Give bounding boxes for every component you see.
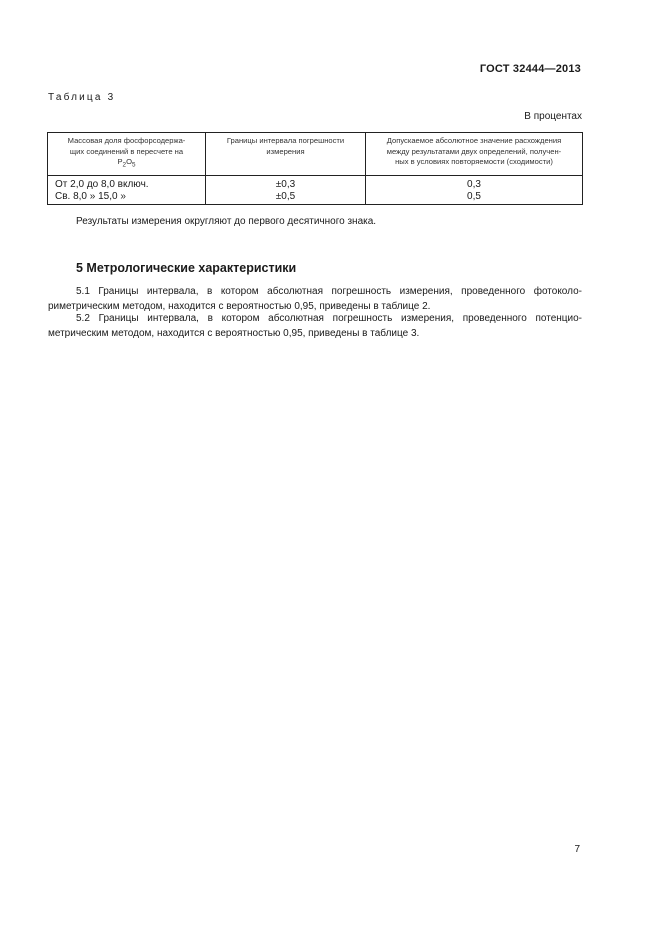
formula-p2o5: $P_2O_5$	[117, 157, 136, 169]
range-cell: От 2,0 до 8,0 включ. Св. 8,0 » 15,0 »	[48, 176, 206, 205]
discrepancy-cell: 0,3 0,5	[366, 176, 583, 205]
rounding-note: Результаты измерения округляют до первого десятичного знака.	[76, 216, 377, 227]
column-header-mass-fraction: Массовая доля фосфорсодержа- щих соединений в пересчете на $P_2O_5$	[48, 133, 206, 176]
table-row	[48, 176, 583, 205]
column-header-error-interval: Границы интервала погрешности измерения	[206, 133, 366, 176]
paragraph-5-1: 5.1 Границы интервала, в котором абсолютная погрешность измерения, проведенного фотоколо- риметрическим методом, находится с вероятностью 0,95, приведены в таблице 2.	[48, 286, 582, 312]
table-title: Таблица 3	[48, 92, 116, 103]
error-cell: ±0,3 ±0,5	[206, 176, 366, 205]
table-units: В процентах	[524, 111, 582, 122]
data-table	[47, 132, 583, 205]
standard-code: ГОСТ 32444—2013	[479, 63, 581, 75]
section-title: 5 Метрологические характеристики	[76, 261, 297, 275]
page-number: 7	[574, 844, 580, 855]
column-header-discrepancy: Допускаемое абсолютное значение расхождения между результатами двух определений, получен- ных в условиях повторяемости (сходимости)	[366, 133, 583, 176]
table-header-row	[48, 133, 583, 176]
paragraph-5-2: 5.2 Границы интервала, в котором абсолютная погрешность измерения, проведенного потенцио- метрическим методом, находится с вероятностью 0,95, приведены в таблице 3.	[48, 313, 582, 339]
